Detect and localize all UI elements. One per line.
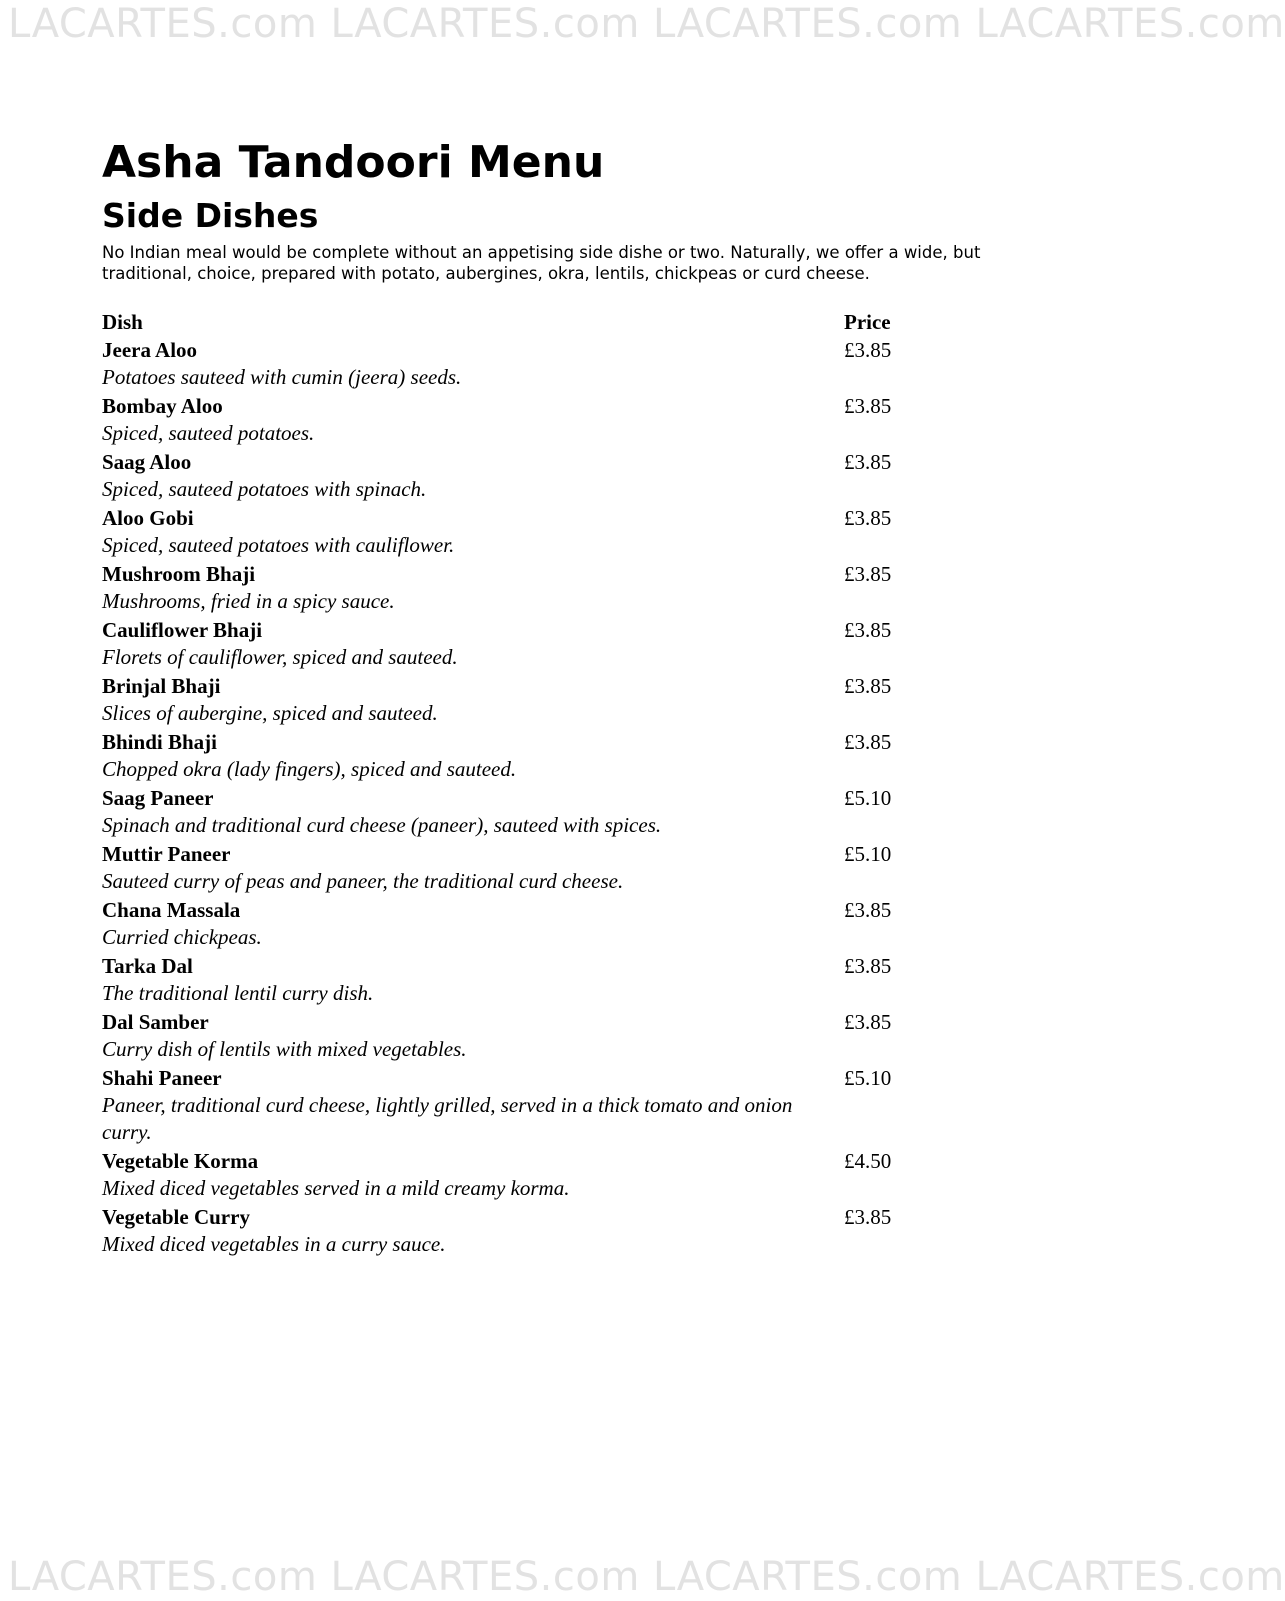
dish-price: £3.85 bbox=[844, 898, 892, 922]
dish-name: Muttir Paneer bbox=[102, 842, 231, 866]
dish-price: £5.10 bbox=[844, 786, 892, 810]
dish-description: Curry dish of lentils with mixed vegetables. bbox=[102, 1037, 467, 1061]
dish-description: Spiced, sauteed potatoes with cauliflower. bbox=[102, 533, 455, 557]
dish-name: Shahi Paneer bbox=[102, 1066, 222, 1090]
table-row bbox=[102, 336, 922, 391]
dish-table bbox=[102, 308, 922, 1258]
dish-name: Saag Paneer bbox=[102, 786, 214, 810]
dish-price: £3.85 bbox=[844, 506, 892, 530]
dish-price: £3.85 bbox=[844, 730, 892, 754]
table-row bbox=[102, 1147, 922, 1202]
table-header bbox=[102, 308, 922, 336]
dish-price: £5.10 bbox=[844, 842, 892, 866]
dish-name: Bhindi Bhaji bbox=[102, 730, 217, 754]
table-row bbox=[102, 448, 922, 503]
dish-description: Spiced, sauteed potatoes with spinach. bbox=[102, 477, 427, 501]
table-row bbox=[102, 672, 922, 727]
table-row bbox=[102, 616, 922, 671]
dish-name: Vegetable Curry bbox=[102, 1205, 250, 1229]
dish-name: Dal Samber bbox=[102, 1010, 209, 1034]
dish-price: £3.85 bbox=[844, 618, 892, 642]
table-row bbox=[102, 952, 922, 1007]
dish-description: Potatoes sauteed with cumin (jeera) seeds. bbox=[102, 365, 462, 389]
dish-name: Saag Aloo bbox=[102, 450, 192, 474]
table-row bbox=[102, 840, 922, 895]
dish-description: Mixed diced vegetables in a curry sauce. bbox=[102, 1232, 446, 1256]
table-row bbox=[102, 896, 922, 951]
dish-name: Cauliflower Bhaji bbox=[102, 618, 263, 642]
dish-description: The traditional lentil curry dish. bbox=[102, 981, 374, 1005]
watermark-bottom: LACARTES.com LACARTES.com LACARTES.com LACARTES.com bbox=[8, 1554, 1285, 1600]
dish-name: Mushroom Bhaji bbox=[102, 562, 256, 586]
dish-description: Florets of cauliflower, spiced and sauteed. bbox=[102, 645, 458, 669]
dish-column-header: Dish bbox=[102, 310, 143, 334]
table-row bbox=[102, 560, 922, 615]
table-row bbox=[102, 392, 922, 447]
dish-price: £3.85 bbox=[844, 1205, 892, 1229]
dish-price: £3.85 bbox=[844, 1010, 892, 1034]
dish-price: £4.50 bbox=[844, 1149, 892, 1173]
menu-page bbox=[102, 136, 1032, 1259]
dish-name: Tarka Dal bbox=[102, 954, 193, 978]
section-title: Side Dishes bbox=[102, 196, 319, 235]
table-row bbox=[102, 784, 922, 839]
dish-name: Brinjal Bhaji bbox=[102, 674, 221, 698]
dish-name: Bombay Aloo bbox=[102, 394, 223, 418]
table-row bbox=[102, 728, 922, 783]
dish-description: Mushrooms, fried in a spicy sauce. bbox=[102, 589, 395, 613]
dish-price: £3.85 bbox=[844, 394, 892, 418]
dish-price: £5.10 bbox=[844, 1066, 892, 1090]
table-row bbox=[102, 1008, 922, 1063]
dish-name: Aloo Gobi bbox=[102, 506, 194, 530]
dish-description: Paneer, traditional curd cheese, lightly grilled, served in a thick tomato and onion curry. bbox=[102, 1093, 793, 1144]
dish-price: £3.85 bbox=[844, 562, 892, 586]
price-column-header: Price bbox=[844, 310, 891, 334]
dish-description: Sauteed curry of peas and paneer, the traditional curd cheese. bbox=[102, 869, 624, 893]
watermark-top: LACARTES.com LACARTES.com LACARTES.com LACARTES.com bbox=[8, 1, 1285, 47]
dish-name: Jeera Aloo bbox=[102, 338, 198, 362]
menu-title: Asha Tandoori Menu bbox=[102, 137, 605, 188]
section-intro: No Indian meal would be complete without an appetising side dishe or two. Naturally, we offer a wide, but traditional, choice, prepared with potato, aubergines, okra, lentils, chickpeas or curd cheese. bbox=[102, 243, 981, 283]
table-row bbox=[102, 504, 922, 559]
dish-price: £3.85 bbox=[844, 954, 892, 978]
dish-description: Spiced, sauteed potatoes. bbox=[102, 421, 315, 445]
dish-price: £3.85 bbox=[844, 674, 892, 698]
dish-list bbox=[102, 336, 922, 1258]
dish-description: Mixed diced vegetables served in a mild creamy korma. bbox=[102, 1176, 570, 1200]
dish-description: Slices of aubergine, spiced and sauteed. bbox=[102, 701, 438, 725]
dish-price: £3.85 bbox=[844, 338, 892, 362]
dish-name: Vegetable Korma bbox=[102, 1149, 259, 1173]
table-row bbox=[102, 1064, 922, 1146]
table-row bbox=[102, 1203, 922, 1258]
dish-description: Curried chickpeas. bbox=[102, 925, 262, 949]
dish-description: Chopped okra (lady fingers), spiced and sauteed. bbox=[102, 757, 517, 781]
dish-description: Spinach and traditional curd cheese (paneer), sauteed with spices. bbox=[102, 813, 662, 837]
dish-name: Chana Massala bbox=[102, 898, 241, 922]
dish-price: £3.85 bbox=[844, 450, 892, 474]
